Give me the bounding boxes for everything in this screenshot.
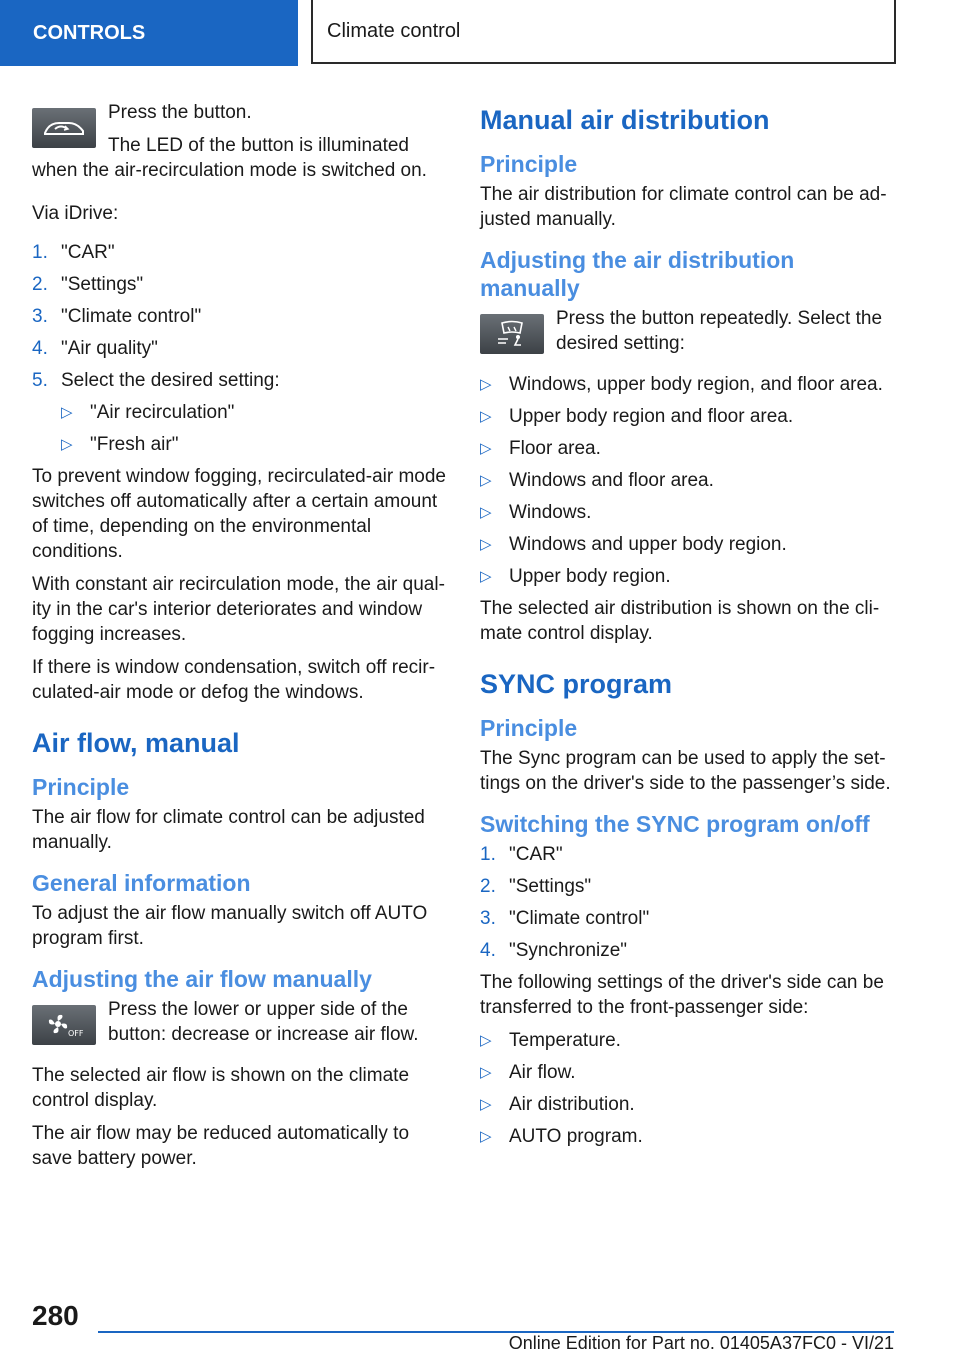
setting-text: Upper body region and floor area. <box>509 406 794 427</box>
list-item <box>480 532 894 557</box>
step-text: "Synchronize" <box>509 940 628 961</box>
step-number: 4. <box>32 338 48 359</box>
general-text: To adjust the air flow manually switch off AUTO program first. <box>32 903 428 949</box>
page-title: Climate control <box>311 0 896 64</box>
list-item <box>480 436 894 461</box>
triangle-bullet-icon: ▷ <box>480 1032 492 1049</box>
step-number: 2. <box>480 876 496 897</box>
list-item <box>480 842 894 867</box>
step-text: Select the desired setting: <box>61 370 280 391</box>
step-number: 3. <box>480 908 496 929</box>
step-number: 2. <box>32 274 48 295</box>
svg-text:OFF: OFF <box>68 1029 84 1038</box>
list-item <box>480 564 894 589</box>
air-distribution-icon <box>480 314 544 354</box>
step-number: 5. <box>32 370 48 391</box>
list-item <box>480 1028 894 1053</box>
heading-manual-air-distribution: Manual air distribution <box>480 105 770 135</box>
heading-general-information: General information <box>32 870 251 896</box>
triangle-bullet-icon: ▷ <box>480 1096 492 1113</box>
setting-text: Windows and upper body region. <box>509 534 787 555</box>
list-item <box>480 372 894 397</box>
triangle-bullet-icon: ▷ <box>480 536 492 553</box>
triangle-bullet-icon: ▷ <box>61 436 73 453</box>
triangle-bullet-icon: ▷ <box>480 472 492 489</box>
distribution-settings <box>480 372 894 589</box>
step-number: 4. <box>480 940 496 961</box>
transfer-item-text: AUTO program. <box>509 1126 643 1147</box>
section-tab: CONTROLS <box>0 0 298 66</box>
transfer-item-text: Air distribution. <box>509 1094 635 1115</box>
via-idrive: Via iDrive: <box>32 203 119 224</box>
setting-text: Upper body region. <box>509 566 671 587</box>
step-number: 3. <box>32 306 48 327</box>
step-text: "Air quality" <box>61 338 158 359</box>
intro-line-2: The LED of the button is illuminated when the air-recirculation mode is switched on. <box>32 135 427 181</box>
heading-principle: Principle <box>480 715 578 741</box>
adjust-air-flow-text: Press the lower or upper side of the button: decrease or increase air flow. <box>108 999 419 1045</box>
list-item <box>480 404 894 429</box>
list-item <box>480 1060 894 1085</box>
step-number: 1. <box>480 844 496 865</box>
list-item <box>480 500 894 525</box>
heading-adjusting-air-distribution: Adjusting the air distribution manually <box>480 247 795 301</box>
transfer-item-text: Air flow. <box>509 1062 576 1083</box>
battery-text: The air flow may be reduced automatically to save battery power. <box>32 1123 410 1169</box>
heading-sync-program: SYNC program <box>480 669 673 699</box>
setting-options <box>32 400 446 457</box>
heading-principle: Principle <box>32 774 130 800</box>
list-item <box>32 272 446 297</box>
constant-recirculation-paragraph: With constant air recirculation mode, the air quality in the car's interior deteriorates and window fogging increases. <box>32 574 445 645</box>
triangle-bullet-icon: ▷ <box>480 1064 492 1081</box>
recirculation-car-icon <box>32 108 96 148</box>
distribution-principle-text: The air distribution for climate control can be adjusted manually. <box>480 184 887 230</box>
left-column <box>32 100 446 1179</box>
step-text: "CAR" <box>509 844 563 865</box>
setting-text: Windows, upper body region, and floor area. <box>509 374 883 395</box>
triangle-bullet-icon: ▷ <box>480 568 492 585</box>
list-item <box>32 336 446 361</box>
list-item <box>480 1092 894 1117</box>
triangle-bullet-icon: ▷ <box>480 1128 492 1145</box>
setting-text: Windows. <box>509 502 592 523</box>
sync-steps <box>480 842 894 963</box>
right-column <box>480 100 894 1156</box>
heading-principle: Principle <box>480 151 578 177</box>
recirculation-intro <box>32 100 446 183</box>
transfer-text: The following settings of the driver's side can be transferred to the front-passenger side: <box>480 972 884 1018</box>
transfer-items <box>480 1028 894 1149</box>
heading-adjusting-air-flow: Adjusting the air flow manually <box>32 966 372 992</box>
fogging-paragraph: To prevent window fogging, recirculated-air mode switches off automatically after a certain amount of time, depending on the environmental conditions. <box>32 466 446 562</box>
sync-principle-text: The Sync program can be used to apply the settings on the driver's side to the passenger’s side. <box>480 748 891 794</box>
triangle-bullet-icon: ▷ <box>480 376 492 393</box>
adjust-distribution-block <box>480 306 894 362</box>
heading-air-flow-manual: Air flow, manual <box>32 728 240 758</box>
option-text: "Air recirculation" <box>90 402 235 423</box>
step-text: "Climate control" <box>61 306 202 327</box>
list-item <box>480 906 894 931</box>
condensation-paragraph: If there is window condensation, switch off recirculated-air mode or defog the windows. <box>32 657 436 703</box>
air-flow-shown-text: The selected air flow is shown on the climate control display. <box>32 1065 410 1111</box>
setting-text: Floor area. <box>509 438 601 459</box>
triangle-bullet-icon: ▷ <box>480 504 492 521</box>
list-item <box>480 468 894 493</box>
triangle-bullet-icon: ▷ <box>480 408 492 425</box>
step-text: "Climate control" <box>509 908 650 929</box>
adjust-air-flow-block <box>32 997 446 1053</box>
page-number: 280 <box>32 1300 79 1331</box>
list-item <box>32 304 446 329</box>
intro-line-1: Press the button. <box>108 102 252 123</box>
list-item <box>480 874 894 899</box>
fan-off-icon <box>32 1005 96 1045</box>
list-item <box>480 1124 894 1149</box>
setting-text: Windows and floor area. <box>509 470 714 491</box>
list-item <box>480 938 894 963</box>
list-item <box>32 240 446 265</box>
step-text: "Settings" <box>509 876 592 897</box>
footer-edition: Online Edition for Part no. 01405A37FC0 - VI/21 <box>508 1333 894 1353</box>
step-text: "CAR" <box>61 242 115 263</box>
step-number: 1. <box>32 242 48 263</box>
principle-text: The air flow for climate control can be adjusted manually. <box>32 807 425 853</box>
distribution-shown-text: The selected air distribution is shown on the climate control display. <box>480 598 880 644</box>
list-item <box>61 432 446 457</box>
transfer-item-text: Temperature. <box>509 1030 621 1051</box>
option-text: "Fresh air" <box>90 434 179 455</box>
list-item <box>61 400 446 425</box>
step-text: "Settings" <box>61 274 144 295</box>
triangle-bullet-icon: ▷ <box>61 404 73 421</box>
idrive-steps <box>32 240 446 393</box>
list-item <box>32 368 446 393</box>
triangle-bullet-icon: ▷ <box>480 440 492 457</box>
heading-switching-sync: Switching the SYNC program on/off <box>480 811 870 837</box>
adjust-distribution-text: Press the button repeatedly. Select the desired setting: <box>556 308 883 354</box>
